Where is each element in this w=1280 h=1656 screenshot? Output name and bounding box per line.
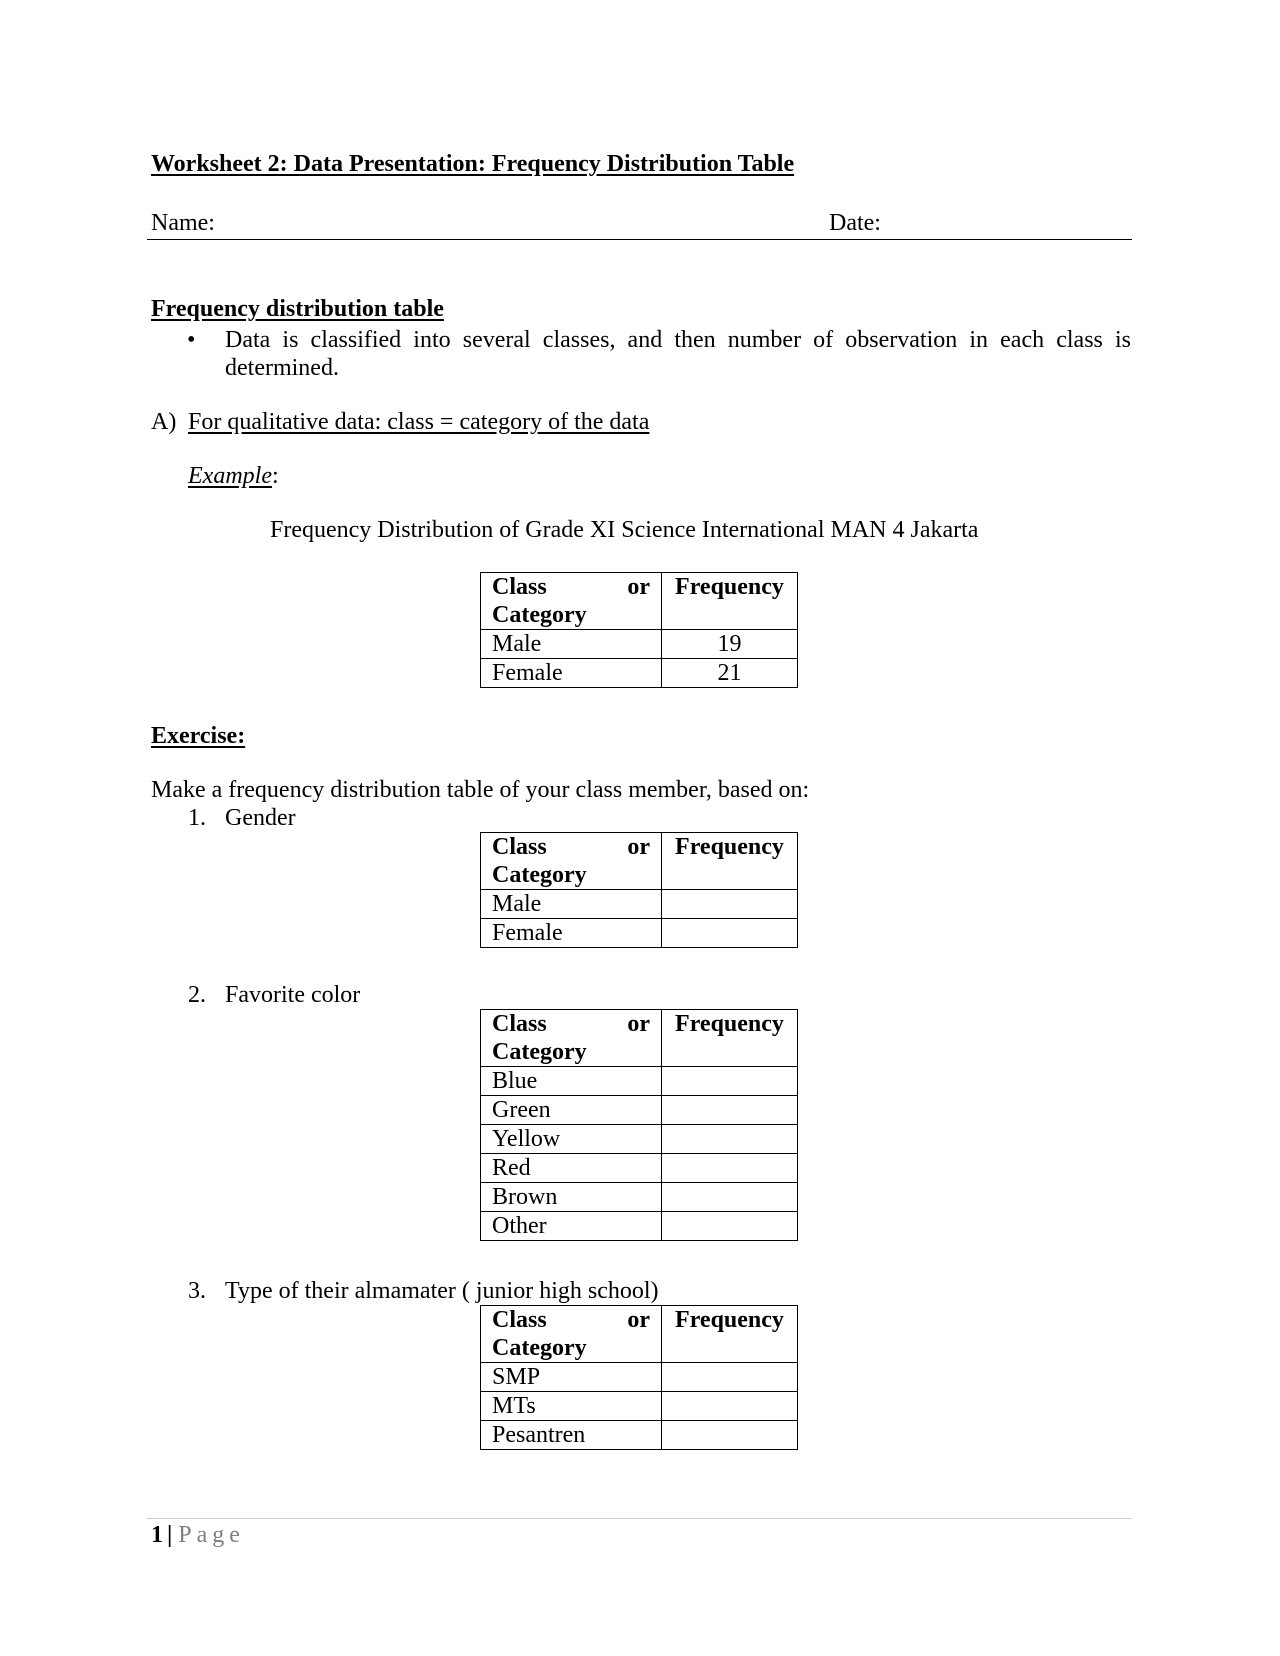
frequency-blank-cell[interactable] <box>662 1363 798 1392</box>
table-row <box>481 1125 798 1154</box>
category-cell: Yellow <box>481 1125 662 1154</box>
category-cell: Green <box>481 1096 662 1125</box>
footer-divider <box>147 1518 1132 1519</box>
section-a-marker: A) <box>151 409 177 435</box>
category-cell: SMP <box>481 1363 662 1392</box>
frequency-header: Frequency <box>662 1306 798 1363</box>
frequency-header: Frequency <box>662 1010 798 1067</box>
table-row <box>481 1212 798 1241</box>
table-row <box>481 659 798 688</box>
category-cell: Female <box>481 919 662 948</box>
color-frequency-table <box>480 1009 798 1241</box>
category-cell: Other <box>481 1212 662 1241</box>
frequency-blank-cell[interactable] <box>662 1392 798 1421</box>
section-a-heading: For qualitative data: class = category of the data <box>188 409 650 435</box>
category-cell: Female <box>481 659 662 688</box>
category-cell: MTs <box>481 1392 662 1421</box>
frequency-blank-cell[interactable] <box>662 1067 798 1096</box>
table-caption: Frequency Distribution of Grade XI Science International MAN 4 Jakarta <box>270 517 979 543</box>
class-category-header: Class or Category <box>481 573 662 630</box>
frequency-blank-cell[interactable] <box>662 1212 798 1241</box>
exercise-item-gender-label: Gender <box>225 805 296 831</box>
table-row <box>481 1067 798 1096</box>
category-cell: Red <box>481 1154 662 1183</box>
name-label: Name: <box>151 210 215 236</box>
page-number: 1 <box>151 1522 163 1548</box>
table-row <box>481 919 798 948</box>
table-row <box>481 1154 798 1183</box>
exercise-item-color-label: Favorite color <box>225 982 361 1008</box>
category-cell: Blue <box>481 1067 662 1096</box>
frequency-blank-cell[interactable] <box>662 1421 798 1450</box>
category-cell: Male <box>481 890 662 919</box>
table-row <box>481 1183 798 1212</box>
class-category-header: Class or Category <box>481 1306 662 1363</box>
exercise-item-almamater-label: Type of their almamater ( junior high school) <box>225 1278 659 1304</box>
frequency-blank-cell[interactable] <box>662 1096 798 1125</box>
page-word: Page <box>178 1522 245 1548</box>
frequency-cell: 21 <box>662 659 798 688</box>
table-row <box>481 890 798 919</box>
exercise-item-gender-number: 1. <box>188 805 206 831</box>
name-date-underline <box>147 239 1132 240</box>
category-cell: Pesantren <box>481 1421 662 1450</box>
exercise-heading: Exercise: <box>151 723 246 749</box>
example-frequency-table <box>480 572 798 688</box>
footer-separator: | <box>167 1522 173 1548</box>
category-cell: Brown <box>481 1183 662 1212</box>
table-row <box>481 1363 798 1392</box>
section-heading: Frequency distribution table <box>151 296 444 322</box>
page-footer <box>151 1521 245 1549</box>
class-category-header: Class or Category <box>481 833 662 890</box>
exercise-instruction: Make a frequency distribution table of your class member, based on: <box>151 777 810 803</box>
frequency-blank-cell[interactable] <box>662 1183 798 1212</box>
bullet-text: Data is classified into several classes, and then number of observation in each class is determined. <box>225 327 1131 381</box>
class-category-header: Class or Category <box>481 1010 662 1067</box>
exercise-item-almamater-number: 3. <box>188 1278 206 1304</box>
frequency-blank-cell[interactable] <box>662 1154 798 1183</box>
frequency-blank-cell[interactable] <box>662 1125 798 1154</box>
gender-frequency-table <box>480 832 798 948</box>
table-row <box>481 630 798 659</box>
frequency-blank-cell[interactable] <box>662 890 798 919</box>
exercise-item-color-number: 2. <box>188 982 206 1008</box>
table-row <box>481 1096 798 1125</box>
worksheet-title: Worksheet 2: Data Presentation: Frequency Distribution Table <box>151 151 795 177</box>
bullet-dot: • <box>187 327 196 353</box>
frequency-blank-cell[interactable] <box>662 919 798 948</box>
almamater-frequency-table <box>480 1305 798 1450</box>
table-row <box>481 1392 798 1421</box>
table-row <box>481 1421 798 1450</box>
date-label: Date: <box>829 210 881 236</box>
category-cell: Male <box>481 630 662 659</box>
example-label: Example: <box>188 463 279 489</box>
frequency-cell: 19 <box>662 630 798 659</box>
frequency-header: Frequency <box>662 573 798 630</box>
frequency-header: Frequency <box>662 833 798 890</box>
